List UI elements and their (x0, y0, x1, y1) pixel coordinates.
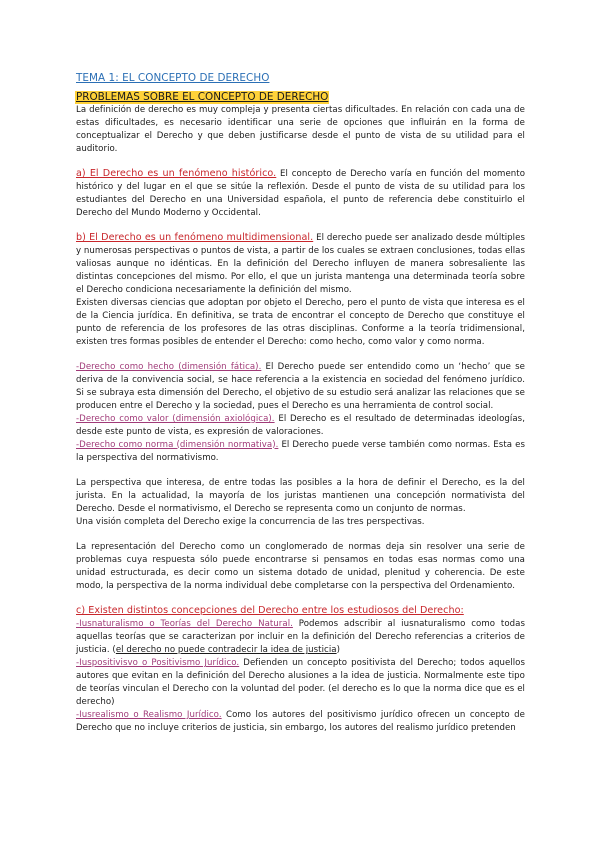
spacer (76, 156, 525, 169)
paragraph-iusnat-text: Podemos adscribir al iusnaturalismo como todas aquellas teorías que se caracterizan por incluir en la definición del Derecho referencias a criterios de justicia. ( (76, 619, 525, 656)
heading-iuspos: -Iuspositivisvo o Positivismo Jurídico. (76, 658, 240, 669)
paragraph-iuspos-text: Defienden un concepto positivista del Derecho; todos aquellos autores que evitan en la definición del Derecho alusiones a la idea de justicia. Normalmente este tipo de teorías vinculan el Derecho con la voluntad del poder. (el derecho es lo que la norma dice que es el derecho) (76, 658, 526, 707)
heading-a: a) El Derecho es un fenómeno histórico. (76, 168, 277, 180)
paragraph-norma (76, 439, 525, 465)
intro-paragraph: La definición de derecho es muy compleja y presenta ciertas dificultades. En relación con cada una de estas dificultades, es necesario identificar una serie de opciones que influirán en la forma de conceptualizar el Derecho y que deben justificarse desde el punto de vista de su utilidad para el auditorio. (76, 105, 525, 154)
paragraph-perspectiva: La perspectiva que interesa, de entre todas las posibles a la hora de definir el Derecho, es la del jurista. En la actualidad, la mayoría de los juristas mantienen una concepción normativista del Derecho. Desde el normativismo, el Derecho se representa como un conjunto de normas. (76, 478, 525, 514)
paragraph-hecho (76, 361, 525, 413)
paragraph-a (76, 168, 525, 220)
heading-valor: -Derecho como valor (dimensión axiológica). (76, 413, 275, 424)
heading-hecho: -Derecho como hecho (dimensión fática). (76, 362, 262, 373)
spacer (76, 349, 525, 362)
spacer (76, 464, 525, 477)
heading-c-line (76, 605, 525, 618)
paragraph-hecho-text: El Derecho puede ser entendido como un ‘hecho’ que se deriva de la convivencia social, se hace referencia a la existencia en sociedad del fenómeno jurídico. Si se subraya esta dimensión del Derecho, el objetivo de su estudio será analizar las relaciones que se producen entre el Derecho y la sociedad, pues el Derecho es una herramienta de control social. (76, 362, 525, 411)
heading-iusreal: -Iusrealismo o Realismo Jurídico. (76, 709, 222, 720)
paragraph-iusnat-underlined: el derecho no puede contradecir la idea de justicia (115, 645, 337, 656)
spacer (76, 529, 525, 542)
heading-norma: -Derecho como norma (dimensión normativa). (76, 439, 279, 450)
paragraph-valor (76, 413, 525, 439)
paragraph-a-text: El concepto de Derecho varía en función del momento histórico y del lugar en el que se sitúe la reflexión. Desde el punto de vista de su utilidad para los estudiantes del Derecho en una Universidad española, el punto de referencia debe constituirlo el Derecho del Mundo Moderno y Occidental. (76, 169, 526, 218)
heading-iusnat: -Iusnaturalismo o Teorías del Derecho Natural. (76, 619, 293, 630)
heading-c: c) Existen distintos concepciones del Derecho entre los estudiosos del Derecho: (76, 605, 464, 617)
paragraph-b-2: Existen diversas ciencias que adoptan por objeto el Derecho, pero el punto de vista que interesa es el de la Ciencia jurídica. En definitiva, se trata de encontrar el concepto de Derecho que constituye el punto de referencia de los profesores de las otras disciplinas. Conforme a la teoría tridimensional, existen tres formas posibles de entender el Derecho: como hecho, como valor y como norma. (76, 297, 525, 347)
paragraph-vision: Una visión completa del Derecho exige la concurrencia de las tres perspectivas. (76, 516, 425, 527)
paragraph-iusreal (76, 709, 525, 735)
paragraph-iusreal-text: Como los autores del positivismo jurídico ofrecen un concepto de Derecho que no incluye criterios de justicia, sin embargo, los autores del realismo jurídico pretenden (76, 709, 525, 733)
paragraph-valor-text: El Derecho es el resultado de determinadas ideologías, desde este punto de vista, es expresión de valoraciones. (76, 413, 525, 437)
paragraph-norma-text: El Derecho puede verse también como normas. Esta es la perspectiva del normativismo. (76, 439, 525, 463)
paragraph-iusnat (76, 618, 525, 657)
paragraph-b-text: El derecho puede ser analizado desde múltiples y numerosas perspectivas o puntos de vista, a partir de los cuales se extraen conclusiones, todas ellas valiosas aunque no idénticas. En la definición del Derecho influyen de manera sobresaliente las distintas concepciones del mismo. Por ello, el que un jurista mantenga una determinada teoría sobre el Derecho condiciona necesariamente la definición del mismo. (76, 233, 525, 296)
spacer (76, 593, 525, 606)
document-title: TEMA 1: EL CONCEPTO DE DERECHO (76, 72, 270, 84)
paragraph-b (76, 232, 525, 297)
paragraph-representacion: La representación del Derecho como un conglomerado de normas deja sin resolver una serie de problemas cuya respuesta sólo puede encontrarse si pensamos en todas esas normas como una unidad estructurada, es decir como un sistema dotado de unidad, plenitud y coherencia. De este modo, la perspectiva de la norma individual debe completarse con la perspectiva del Ordenamiento. (76, 542, 525, 591)
paragraph-iuspos (76, 657, 525, 709)
spacer (76, 220, 525, 233)
section-heading: PROBLEMAS SOBRE EL CONCEPTO DE DERECHO (76, 91, 329, 103)
paragraph-iusnat-end: ) (336, 645, 340, 656)
heading-b: b) El Derecho es un fenómeno multidimensional. (76, 232, 314, 244)
